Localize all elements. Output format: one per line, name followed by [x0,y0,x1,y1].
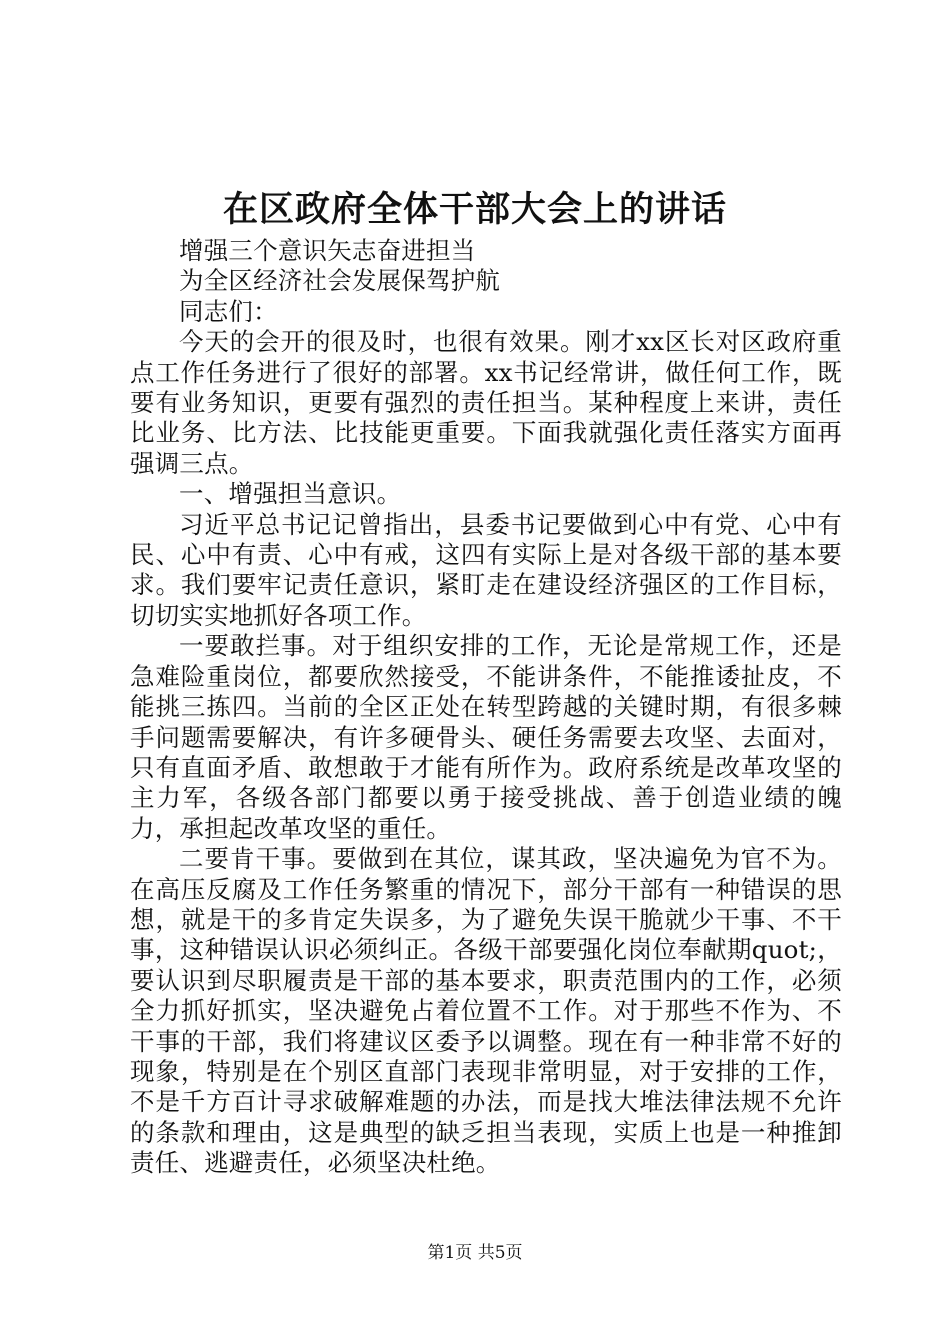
subtitle-line-2: 为全区经济社会发展保驾护航 [179,266,501,296]
page-footer: 第1页 共5页 [427,1243,523,1263]
paragraph-point-2: 二要肯干事。要做到在其位，谋其政，坚决遍免为官不为。在高压反腐及工作任务繁重的情况下，部分干部有一种错误的思想，就是干的多肯定失误多，为了避免失误干脆就少干事、不干事，这种错误认识必须纠正。各级干部要强化岗位奉献期quot;，要认识到尽职履责是干部的基本要求，职责范围内的工作，必须全力抓好抓实，坚决避免占着位置不工作。对于那些不作为、不干事的干部，我们将建议区委予以调整。现在有一种非常不好的现象，特别是在个别区直部门表现非常明显，对于安排的工作，不是千方百计寻求破解难题的办法，而是找大堆法律法规不允许的条款和理由，这是典型的缺乏担当表现，实质上也是一种推卸责任、逃避责任，必须坚决杜绝。 [130,844,842,1178]
paragraph-section-1: 习近平总书记记曾指出，县委书记要做到心中有党、心中有民、心中有责、心中有戒，这四有实际上是对各级干部的基本要求。我们要牢记责任意识，紧盯走在建设经济强区的工作目标，切切实实地抓好各项工作。 [130,509,842,630]
section-heading-1: 一、增强担当意识。 [179,479,402,509]
document-title: 在区政府全体干部大会上的讲话 [222,189,727,230]
paragraph-point-1: 一要敢拦事。对于组织安排的工作，无论是常规工作，还是急难险重岗位，都要欣然接受，不能讲条件，不能推诿扯皮，不能挑三拣四。当前的全区正处在转型跨越的关键时期，有很多棘手问题需要解决，有许多硬骨头、硬任务需要去攻坚、去面对，只有直面矛盾、敢想敢于才能有所作为。政府系统是改革攻坚的主力军，各级各部门都要以勇于接受挑战、善于创造业绩的魄力，承担起改革攻坚的重任。 [130,631,842,843]
subtitle-line-1: 增强三个意识矢志奋进担当 [179,236,476,265]
document-body [130,236,842,1179]
paragraph-intro: 今天的会开的很及时，也很有效果。刚才xx区长对区政府重点工作任务进行了很好的部署。xx书记经常讲，做任何工作，既要有业务知识，更要有强烈的责任担当。某种程度上来讲，责任比业务、比方法、比技能更重要。下面我就强化责任落实方面再强调三点。 [130,327,842,478]
salutation: 同志们： [179,296,278,326]
